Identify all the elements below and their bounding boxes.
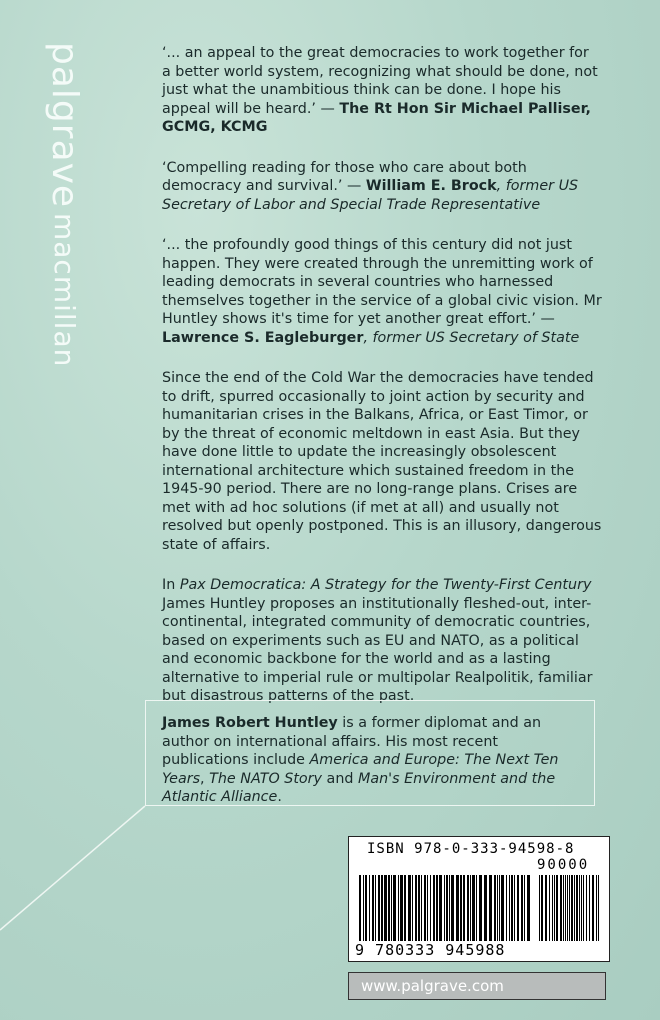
author-name: James Robert Huntley (162, 715, 338, 731)
desc-rest: James Huntley proposes an institutionally fleshed-out, inter-continental, integrated community of democratic countries, based on experiments such as EU and NATO, as a political and economic backbone for the world and as a lasting alternative to imperial rule or multipolar Realpolitik, familiar but disastrous patterns of the past. (162, 595, 593, 704)
barcode-number: 9 780333 945988 (355, 941, 506, 959)
description-paragraph-1: Since the end of the Cold War the democracies have tended to drift, spurred occasionally to joint action by security and humanitarian crises in the Balkans, Africa, or East Timor, or by the threat of economic meltdown in east Asia. But they have done little to update the increasingly obsolescent international architecture which sustained freedom in the 1945-90 period. There are no long-range plans. Crises are met with ad hoc solutions (if met at all) and usually not resolved but openly postponed. This is an illusory, dangerous state of affairs. (162, 370, 602, 553)
quote-author-role: , former US Secretary of State (363, 329, 580, 346)
website-link[interactable]: www.palgrave.com (348, 972, 606, 1000)
quote-author: Lawrence S. Eagleburger (162, 329, 364, 346)
quote-author-role: , former US Secretary of Labor and Special Trade Representative (162, 178, 579, 213)
publication-2: The NATO Story (209, 770, 323, 787)
price-addon-code: 90000 (537, 857, 590, 873)
publisher-name-line2: macmillan (48, 213, 81, 368)
publication-3: Man's Environment and the Atlantic Alliance (162, 770, 556, 805)
quote-text: ‘... an appeal to the great democracies to work together for a better world system, recognizing what should be done, not just what the unambitious think can be done. I hope his appeal will be heard.’ — (162, 45, 598, 117)
quote-3 (162, 236, 602, 347)
quote-2 (162, 159, 602, 215)
book-title: Pax Democratica: A Strategy for the Twenty-First Century (179, 577, 592, 593)
publication-1: America and Europe: The Next Ten Years (162, 752, 559, 787)
isbn-text: ISBN 978-0-333-94598-8 (367, 841, 575, 857)
desc-prefix: In (162, 577, 180, 593)
barcode-bars (359, 875, 603, 941)
back-cover-text (162, 44, 602, 728)
description-paragraph-2 (162, 576, 602, 706)
quote-text: ‘Compelling reading for those who care about both democracy and survival.’ — (162, 159, 527, 194)
quote-1 (162, 44, 602, 137)
bio-separator: and (322, 770, 359, 787)
bio-separator: , (200, 770, 210, 787)
barcode (348, 836, 610, 962)
bio-text: is a former diplomat and an author on international affairs. His most recent publications include (162, 715, 542, 768)
quote-text: ‘... the profoundly good things of this century did not just happen. They were created through the unremitting work of leading democrats in several countries who harnessed themselves together in the service of a global civic vision. Mr Huntley shows it's time for yet another great effort.’ — (162, 237, 602, 327)
bio-end: . (277, 789, 282, 805)
publisher-logo (44, 42, 85, 368)
publisher-name-line1: palgrave (44, 42, 85, 209)
quote-author: William E. Brock (365, 178, 497, 194)
quote-author: The Rt Hon Sir Michael Palliser, GCMG, KCMG (162, 100, 591, 135)
author-bio (162, 714, 587, 807)
